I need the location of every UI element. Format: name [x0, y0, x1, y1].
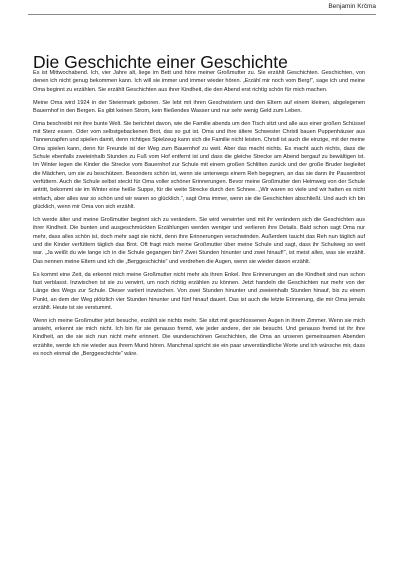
paragraph: Oma beschreibt mir ihre bunte Welt. Sie berichtet davon, wie die Familie abends um den Tisch sitzt und alle aus einer großen Schüssel mit Sterz essen. Oder vom selbstgebackenen Brot, das so gut ist. Oma und ihre ältere Schwester Christl bauen Puppenhäuser aus Tannenzapfen und spielen damit, denn richtiges Spielzeug kann sich die Familie nicht leisten. Christl ist auch die einzige, mit der meine Oma spielen kann, denn für Freunde ist der Weg zum Bauernhof zu weit. Aber das macht nichts. Es macht auch nichts, dass die Schule ebenfalls zweieinhalb Stunden zu Fuß vom Hof entfernt ist und dass die gleiche Strecke am Abend bergauf zu bewältigen ist. Im Winter legen die Kinder die Strecke vom Bauernhof zur Schule mit einem großen Schlitten zurück und der große Bruder begleitet die Mädchen, um sie zu beschützen. Besonders schön ist, wenn sie unterwegs einem Reh begegnen, an das sie dann ihr Pausenbrot verfüttern. Auch die Schule selbst steckt für Oma voller schöner Erinnerungen. Bevor meine Großmutter den Heimweg von der Schule antritt, bekommt sie im Winter eine heiße Suppe, für die weite Strecke durch den Schnee. „Wir waren so viele und wir hatten es nicht einfach, aber alles war so schön und wir waren so glücklich.“, sagt Oma immer, wenn sie die Geschichten abschließt. Und auch ich bin glücklich, wenn mir Oma von sich erzählt.	[33, 120, 365, 211]
document-title: Die Geschichte einer Geschichte	[33, 51, 288, 72]
header-author: Benjamin Krčma	[328, 3, 376, 10]
paragraph: Wenn ich meine Großmutter jetzt besuche, erzählt sie nichts mehr. Sie sitzt mit geschlossenen Augen in ihrem Zimmer. Wenn sie mich ansieht, erkennt sie mich nicht. Ich bin für sie genauso fremd, wie jeder andere, der sie besucht. Und genauso fremd ist ihr ihre Kindheit, an die sie sich nun nicht mehr erinnert. Die wunderschönen Geschichten, die Oma an unseren gemeinsamen Abenden erzählte, werde ich nie wieder aus ihrem Mund hören. Manchmal spricht sie ein paar unverständliche Worte und ich wünsche mir, dass es noch einmal die „Berggeschichte“ wäre.	[33, 317, 365, 358]
header-rule	[28, 14, 376, 15]
paragraph: Es ist Mittwochabend. Ich, vier Jahre alt, liege im Bett und höre meiner Großmutter zu. Sie erzählt Geschichten. Geschichten, von denen ich nicht genug bekommen kann. Ich will sie immer und immer wieder hören. „Erzähl mir noch vom Berg!“, sage ich und meine Oma beginnt zu erzählen. Sie erzählt Geschichten aus ihrer Kindheit, die den Abend erst richtig schön für mich machen.	[33, 70, 365, 93]
paragraph: Ich werde älter und meine Großmutter beginnt sich zu verändern. Sie wird verwirrter und mit ihr verändern sich die Geschichten aus ihrer Kindheit. Die bunten und ausgeschmückten Erzählungen werden weniger und verlieren ihre Details. Bald schon sagt Oma nur mehr, dass alles schön ist, doch mehr sagt sie nicht, denn ihre Erinnerungen verschwinden. Außerdem taucht das Reh nun täglich auf und die Kinder verfüttern täglich das Brot. Oft fragt mich meine Großmutter über meine Schule und sagt, dass ihr Schulweg so weit war. „Ja weißt du wie lange ich in die Schule gegangen bin? Zwei Stunden hinunter und zwei hinauf!“, ist meist alles, was sie erzählt. Das nennen meine Eltern und ich die „Berggeschichte“ und verdrehen die Augen, wenn sie wieder davon erzählt.	[33, 217, 365, 265]
document-body	[33, 69, 365, 363]
paragraph: Meine Oma wird 1924 in der Steiermark geboren. Sie lebt mit ihren Geschwistern und den Eltern auf einem kleinen, abgelegenen Bauernhof in den Bergen. Es gibt keinen Strom, kein fließendes Wasser und nur sehr wenig Geld zum Leben.	[33, 99, 365, 114]
paragraph: Es kommt eine Zeit, da erkennt mich meine Großmutter nicht mehr als ihren Enkel. Ihre Erinnerungen an die Kindheit sind nun schon fast verblasst. Inzwischen ist sie zu verwirrt, um noch richtig erzählen zu können. Jetzt handeln die Geschichten nur mehr von der Länge des Wegs zur Schule. Dieser variiert inzwischen. Von zwei Stunden hinunter und zweieinhalb Stunden hinauf, bis zu einem Punkt, an dem der Weg plötzlich vier Stunden hinunter und fünf hinauf dauert. Das ist auch die letzte Erinnerung, die mir Oma jemals erzählt. Heute ist sie verstummt.	[33, 271, 365, 311]
